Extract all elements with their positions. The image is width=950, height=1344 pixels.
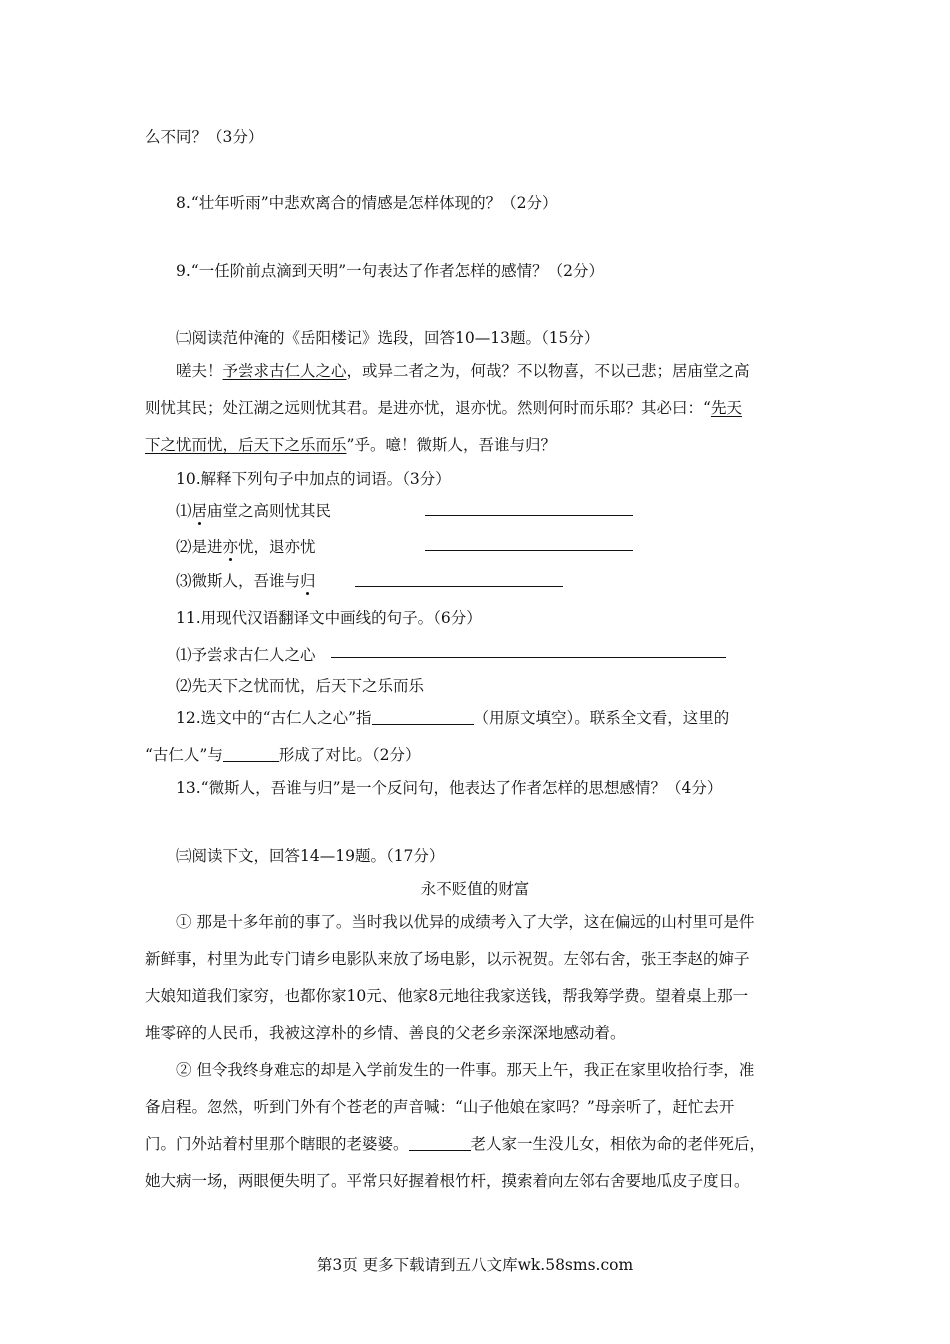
- q12-text: “古仁人”与: [145, 746, 223, 764]
- question-11-item-2: ⑵先天下之忧而忧，后天下之乐而乐: [176, 677, 425, 695]
- dotted-word: 亦: [222, 538, 239, 556]
- question-10-item-3: [176, 571, 316, 591]
- q12-text: 12.选文中的“古仁人之心”指: [176, 709, 372, 727]
- passage-text: ，或异二者之为，何哉？不以物喜，不以己悲；居庙堂之高: [346, 362, 750, 380]
- answer-blank-12-1[interactable]: [372, 708, 474, 725]
- answer-blank-10-2[interactable]: [425, 550, 633, 551]
- passage-text: 嗟夫！: [176, 362, 223, 380]
- article-para-1-line-3: 大娘知道我们家穷，也都你家10元、他家8元地往我家送钱，帮我筹学费。望着桌上那一: [145, 987, 749, 1005]
- question-12-line-1: [176, 708, 729, 728]
- q12-text: （用原文填空）。联系全文看，这里的: [473, 709, 730, 727]
- q12-text: 形成了对比。（2分）: [278, 746, 421, 764]
- item-text: ⑵是进: [176, 538, 223, 556]
- article-para-2-line-4: 她大病一场，两眼便失明了。平常只好握着根竹杆，摸索着向左邻右舍要地瓜皮子度日。: [145, 1172, 750, 1190]
- passage-line-2: [145, 398, 742, 418]
- question-13: 13.“微斯人，吾谁与归”是一个反问句，他表达了作者怎样的思想感情？（4分）: [176, 779, 723, 797]
- passage-line-1: [176, 361, 750, 381]
- answer-blank-10-1[interactable]: [425, 515, 633, 516]
- passage-text: ”乎。噫！微斯人，吾谁与归？: [346, 436, 556, 454]
- underlined-sentence-1: 予尝求古仁人之心: [222, 362, 347, 380]
- item-text: ⑴: [176, 502, 192, 520]
- question-10: 10.解释下列句子中加点的词语。（3分）: [176, 470, 451, 488]
- answer-blank-10-3[interactable]: [355, 586, 563, 587]
- passage-line-3: [145, 435, 556, 455]
- question-10-item-2: [176, 537, 316, 557]
- item-text: 忧，退亦忧: [238, 538, 316, 556]
- answer-blank-11-1[interactable]: [331, 657, 726, 658]
- question-8: 8.“壮年听雨”中悲欢离合的情感是怎样体现的？（2分）: [176, 194, 558, 212]
- page-footer: 第3页 更多下载请到五八文库wk.58sms.com: [316, 1256, 634, 1274]
- underlined-sentence-2-start: 先天: [710, 399, 742, 417]
- question-11: 11.用现代汉语翻译文中画线的句子。（6分）: [176, 609, 482, 627]
- line-continued-question: 么不同？（3分）: [145, 128, 264, 146]
- article-title: 永不贬值的财富: [420, 880, 530, 898]
- section-3-header: ㈢阅读下文，回答14—19题。（17分）: [176, 847, 445, 865]
- item-text: 庙堂之高则忧其民: [207, 502, 332, 520]
- article-para-2-line-1: ② 但令我终身难忘的却是入学前发生的一件事。那天上午，我正在家里收拾行李，准: [176, 1061, 755, 1079]
- dotted-word: 归: [300, 572, 316, 590]
- dotted-word: 居: [191, 502, 208, 520]
- article-para-2-line-3: [145, 1134, 765, 1154]
- question-9: 9.“一任阶前点滴到天明”一句表达了作者怎样的感情？（2分）: [176, 262, 605, 280]
- article-para-1-line-4: 堆零碎的人民币，我被这淳朴的乡情、善良的父老乡亲深深地感动着。: [145, 1024, 626, 1042]
- article-para-1-line-1: ① 那是十多年前的事了。当时我以优异的成绩考入了大学，这在偏远的山村里可是件: [176, 913, 755, 931]
- article-para-1-line-2: 新鲜事，村里为此专门请乡电影队来放了场电影，以示祝贺。左邻右舍，张王李赵的婶子: [145, 950, 750, 968]
- question-12-line-2: [145, 745, 420, 765]
- question-10-item-1: [176, 501, 331, 521]
- question-11-item-1: ⑴予尝求古仁人之心: [176, 646, 316, 664]
- answer-blank-article[interactable]: [409, 1134, 471, 1151]
- article-para-2-line-2: 备启程。忽然，听到门外有个苍老的声音喊：“山子他娘在家吗？”母亲听了，赶忙去开: [145, 1098, 735, 1116]
- para-text: 老人家一生没儿女，相依为命的老伴死后，: [470, 1135, 766, 1153]
- item-text: ⑶微斯人，吾谁与: [176, 572, 301, 590]
- para-text: 门。门外站着村里那个瞎眼的老婆婆。: [145, 1135, 409, 1153]
- underlined-sentence-2-end: 下之忧而忧，后天下之乐而乐: [145, 436, 347, 454]
- answer-blank-12-2[interactable]: [223, 745, 279, 762]
- section-2-header: ㈡阅读范仲淹的《岳阳楼记》选段，回答10—13题。（15分）: [176, 329, 600, 347]
- passage-text: 则忧其民；处江湖之远则忧其君。是进亦忧，退亦忧。然则何时而乐耶？其必曰：“: [145, 399, 711, 417]
